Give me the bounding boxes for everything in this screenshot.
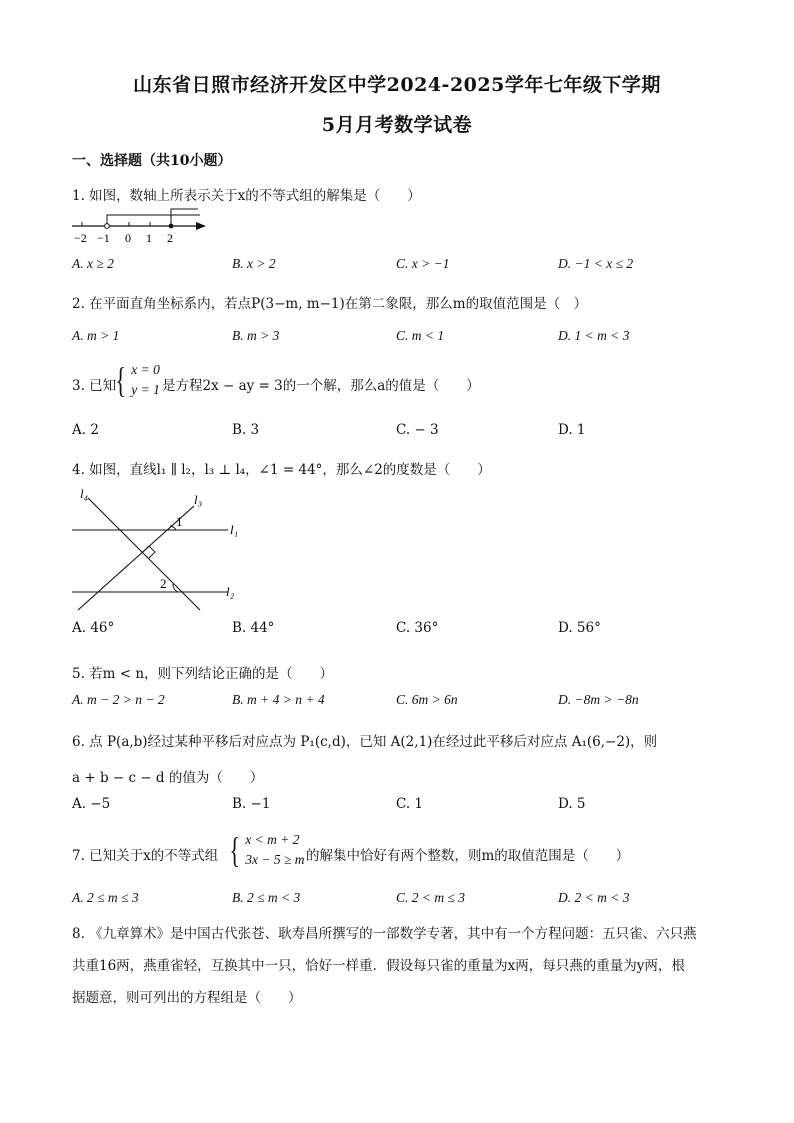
q6-option-c[interactable]: C. 1 xyxy=(396,796,424,812)
q7-prefix: 7. 已知关于x的不等式组 xyxy=(72,848,219,864)
q5-text: 5. 若m < n，则下列结论正确的是（ ） xyxy=(72,666,334,682)
number-line-figure xyxy=(66,206,216,246)
angle-1-label: 1 xyxy=(176,514,183,529)
q6-option-a[interactable]: A. −5 xyxy=(72,796,111,812)
exam-title-line2: 5月月考数学试卷 xyxy=(321,114,473,136)
q5-option-d[interactable]: D. −8m > −8n xyxy=(558,692,639,707)
q2-text: 2. 在平面直角坐标系内，若点P(3−m, m−1)在第二象限，那么m的取值范围是（ ） xyxy=(72,296,588,312)
q3-suffix: 是方程2x − ay = 3的一个解，那么a的值是（ ） xyxy=(162,378,480,394)
axis-label: −2 xyxy=(74,231,87,245)
q4-option-a[interactable]: A. 46° xyxy=(72,620,115,636)
q3-option-b[interactable]: B. 3 xyxy=(232,422,260,438)
q8-text-line2: 共重16两，燕重雀轻，互换其中一只，恰好一样重．假设每只雀的重量为x两，每只燕的重量为y两，根 xyxy=(72,958,685,974)
q7-option-a[interactable]: A. 2 ≤ m ≤ 3 xyxy=(72,890,139,905)
axis-label: 0 xyxy=(125,231,131,245)
q8-text-line1: 8. 《九章算术》是中国古代张苍、耿寿昌所撰写的一部数学专著，其中有一个方程问题：五只雀、六只燕 xyxy=(72,926,697,942)
q7-option-b[interactable]: B. 2 ≤ m < 3 xyxy=(232,890,301,905)
q3-sys-line: x = 0 xyxy=(131,362,160,377)
q6-text-line2: a + b − c − d 的值为（ ） xyxy=(72,770,264,786)
q7-inequality-system: { x < m + 2 3x − 5 ≥ m xyxy=(229,830,305,870)
q6-option-d[interactable]: D. 5 xyxy=(558,796,586,812)
q3-equation-system: { x = 0 y = 1 xyxy=(115,360,160,400)
q7-option-c[interactable]: C. 2 < m ≤ 3 xyxy=(396,890,466,905)
label-l2: l₂ xyxy=(226,584,235,599)
axis-label: 2 xyxy=(167,231,173,245)
q4-option-b[interactable]: B. 44° xyxy=(232,620,275,636)
label-l1: l₁ xyxy=(230,522,239,537)
q7-sys-line: 3x − 5 ≥ m xyxy=(245,852,305,867)
q3-option-d[interactable]: D. 1 xyxy=(558,422,586,438)
label-l3: l₃ xyxy=(194,492,203,507)
q4-text: 4. 如图，直线l₁ ∥ l₂，l₃ ⊥ l₄，∠1 = 44°，那么∠2的度数是（ ） xyxy=(72,462,491,478)
q6-text-line1: 6. 点 P(a,b)经过某种平移后对应点为 P₁(c,d)，已知 A(2,1)在经过此平移后对应点 A₁(6,−2)，则 xyxy=(72,734,658,750)
exam-title-line1: 山东省日照市经济开发区中学2024-2025学年七年级下学期 xyxy=(133,74,661,96)
label-l4: l₄ xyxy=(80,486,89,501)
q3-option-a[interactable]: A. 2 xyxy=(72,422,99,438)
q4-option-c[interactable]: C. 36° xyxy=(396,620,439,636)
q4-option-d[interactable]: D. 56° xyxy=(558,620,601,636)
q2-option-c[interactable]: C. m < 1 xyxy=(396,328,445,343)
q5-option-a[interactable]: A. m − 2 > n − 2 xyxy=(72,692,165,707)
q3-prefix: 3. 已知 xyxy=(72,378,117,394)
q8-text-line3: 据题意，则可列出的方程组是（ ） xyxy=(72,990,302,1006)
angle-2-label: 2 xyxy=(160,576,167,591)
q1-option-d[interactable]: D. −1 < x ≤ 2 xyxy=(558,256,634,271)
section-heading: 一、选择题（共10小题） xyxy=(72,153,232,169)
parallel-lines-figure xyxy=(66,482,256,612)
q1-option-a[interactable]: A. x ≥ 2 xyxy=(72,256,114,271)
q3-option-c[interactable]: C. − 3 xyxy=(396,422,439,438)
q1-option-c[interactable]: C. x > −1 xyxy=(396,256,450,271)
q1-option-b[interactable]: B. x > 2 xyxy=(232,256,276,271)
axis-label: −1 xyxy=(97,231,110,245)
q7-option-d[interactable]: D. 2 < m < 3 xyxy=(558,890,630,905)
q1-text: 1. 如图，数轴上所表示关于x的不等式组的解集是（ ） xyxy=(72,188,421,204)
q3-sys-line: y = 1 xyxy=(131,382,160,397)
q2-option-a[interactable]: A. m > 1 xyxy=(72,328,120,343)
axis-label: 1 xyxy=(146,231,152,245)
q7-sys-line: x < m + 2 xyxy=(245,832,300,847)
q6-option-b[interactable]: B. −1 xyxy=(232,796,271,812)
q5-option-b[interactable]: B. m + 4 > n + 4 xyxy=(232,692,325,707)
q7-suffix: 的解集中恰好有两个整数，则m的取值范围是（ ） xyxy=(306,848,630,864)
q2-option-d[interactable]: D. 1 < m < 3 xyxy=(558,328,630,343)
q5-option-c[interactable]: C. 6m > 6n xyxy=(396,692,458,707)
q2-option-b[interactable]: B. m > 3 xyxy=(232,328,280,343)
